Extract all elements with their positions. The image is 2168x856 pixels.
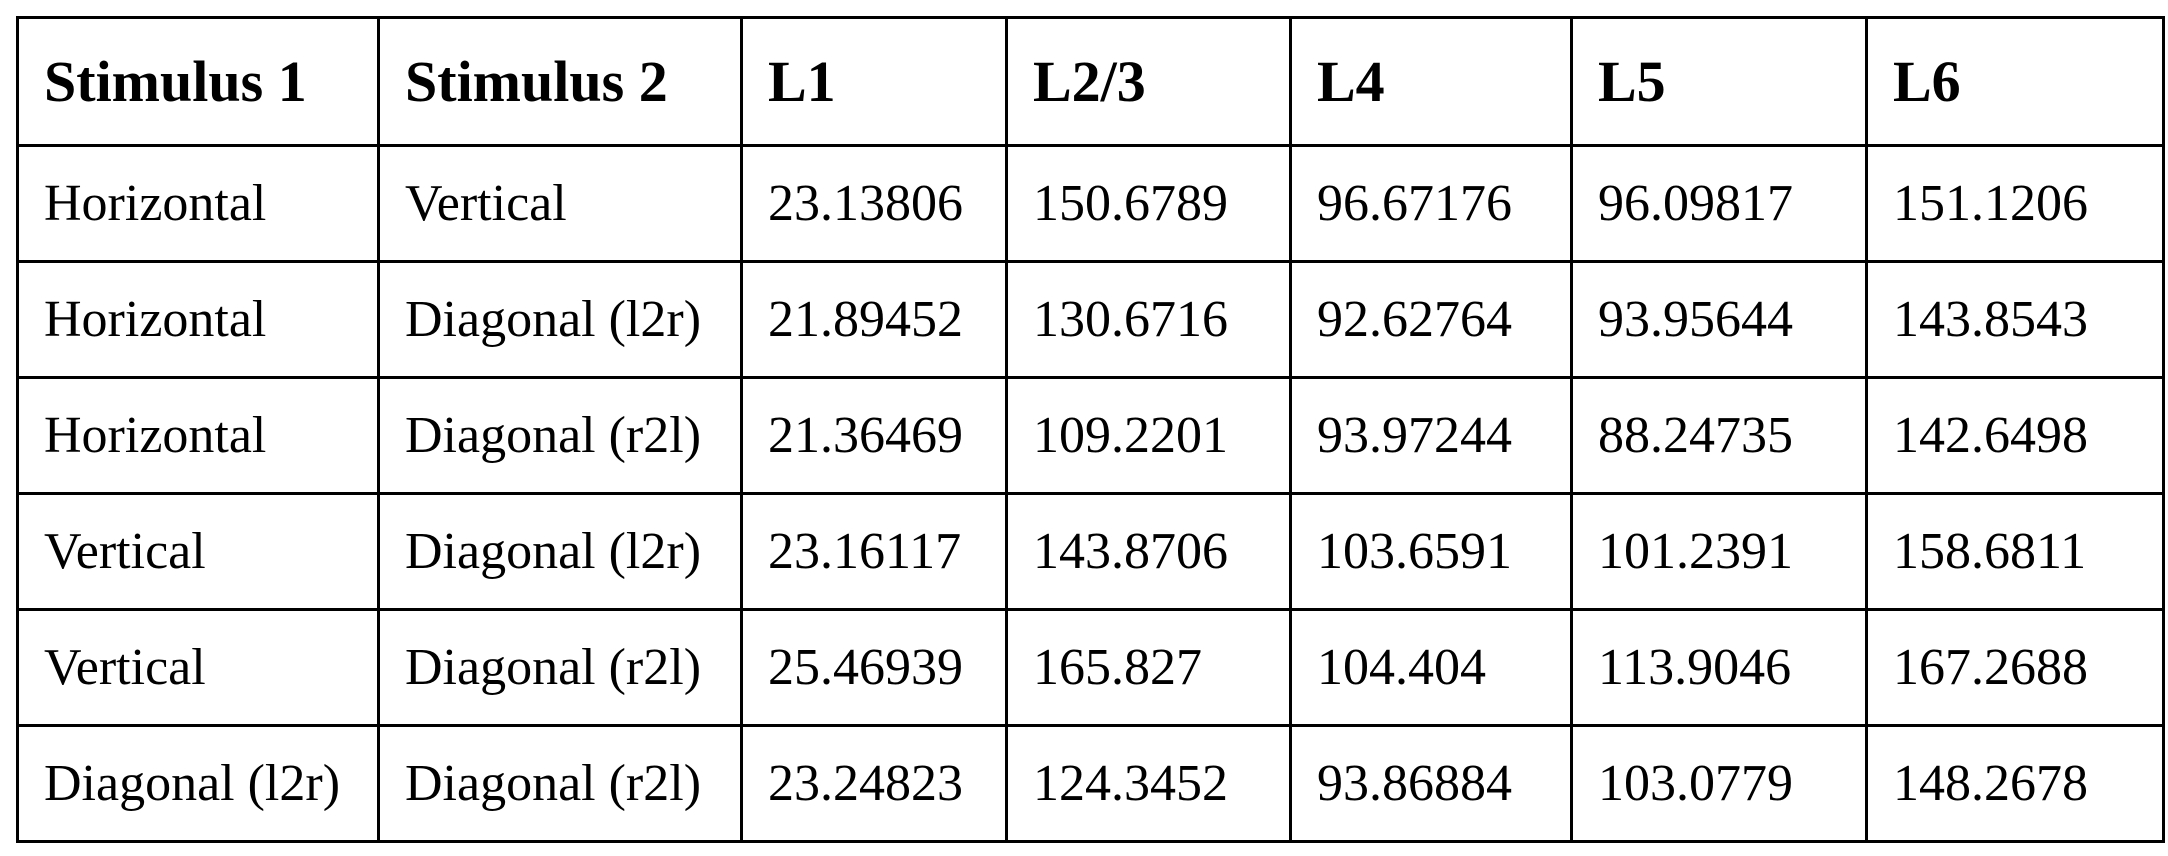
table-row	[18, 146, 2164, 262]
cell-l4: 93.86884	[1291, 726, 1572, 842]
cell-stimulus-2: Diagonal (r2l)	[379, 726, 742, 842]
header-stimulus-2: Stimulus 2	[379, 18, 742, 146]
cell-stimulus-1: Horizontal	[18, 262, 379, 378]
data-table	[16, 16, 2165, 843]
cell-l1: 21.89452	[742, 262, 1007, 378]
cell-l5: 103.0779	[1572, 726, 1867, 842]
cell-l6: 143.8543	[1867, 262, 2164, 378]
cell-l1: 21.36469	[742, 378, 1007, 494]
cell-l5: 101.2391	[1572, 494, 1867, 610]
table-row	[18, 378, 2164, 494]
cell-stimulus-2: Diagonal (r2l)	[379, 610, 742, 726]
cell-l1: 23.16117	[742, 494, 1007, 610]
cell-l2-3: 109.2201	[1007, 378, 1291, 494]
header-stimulus-1: Stimulus 1	[18, 18, 379, 146]
header-l4: L4	[1291, 18, 1572, 146]
cell-stimulus-1: Diagonal (l2r)	[18, 726, 379, 842]
cell-l2-3: 150.6789	[1007, 146, 1291, 262]
cell-stimulus-2: Diagonal (l2r)	[379, 494, 742, 610]
header-l6: L6	[1867, 18, 2164, 146]
cell-l4: 104.404	[1291, 610, 1572, 726]
cell-l1: 23.24823	[742, 726, 1007, 842]
cell-l6: 158.6811	[1867, 494, 2164, 610]
table-row	[18, 610, 2164, 726]
cell-l6: 151.1206	[1867, 146, 2164, 262]
cell-l5: 96.09817	[1572, 146, 1867, 262]
cell-stimulus-2: Diagonal (l2r)	[379, 262, 742, 378]
cell-stimulus-1: Horizontal	[18, 146, 379, 262]
cell-l4: 103.6591	[1291, 494, 1572, 610]
cell-stimulus-1: Vertical	[18, 610, 379, 726]
cell-l2-3: 143.8706	[1007, 494, 1291, 610]
cell-stimulus-2: Diagonal (r2l)	[379, 378, 742, 494]
header-l2-3: L2/3	[1007, 18, 1291, 146]
cell-stimulus-1: Vertical	[18, 494, 379, 610]
table-header-row	[18, 18, 2164, 146]
cell-l4: 92.62764	[1291, 262, 1572, 378]
table-row	[18, 726, 2164, 842]
cell-stimulus-1: Horizontal	[18, 378, 379, 494]
cell-l4: 96.67176	[1291, 146, 1572, 262]
cell-l4: 93.97244	[1291, 378, 1572, 494]
cell-l2-3: 165.827	[1007, 610, 1291, 726]
header-l1: L1	[742, 18, 1007, 146]
cell-l1: 25.46939	[742, 610, 1007, 726]
cell-l5: 113.9046	[1572, 610, 1867, 726]
table-body	[18, 146, 2164, 842]
cell-l5: 93.95644	[1572, 262, 1867, 378]
header-l5: L5	[1572, 18, 1867, 146]
cell-l1: 23.13806	[742, 146, 1007, 262]
table-row	[18, 262, 2164, 378]
cell-l6: 142.6498	[1867, 378, 2164, 494]
cell-l2-3: 124.3452	[1007, 726, 1291, 842]
table-row	[18, 494, 2164, 610]
cell-l2-3: 130.6716	[1007, 262, 1291, 378]
cell-l6: 167.2688	[1867, 610, 2164, 726]
cell-l6: 148.2678	[1867, 726, 2164, 842]
cell-stimulus-2: Vertical	[379, 146, 742, 262]
cell-l5: 88.24735	[1572, 378, 1867, 494]
